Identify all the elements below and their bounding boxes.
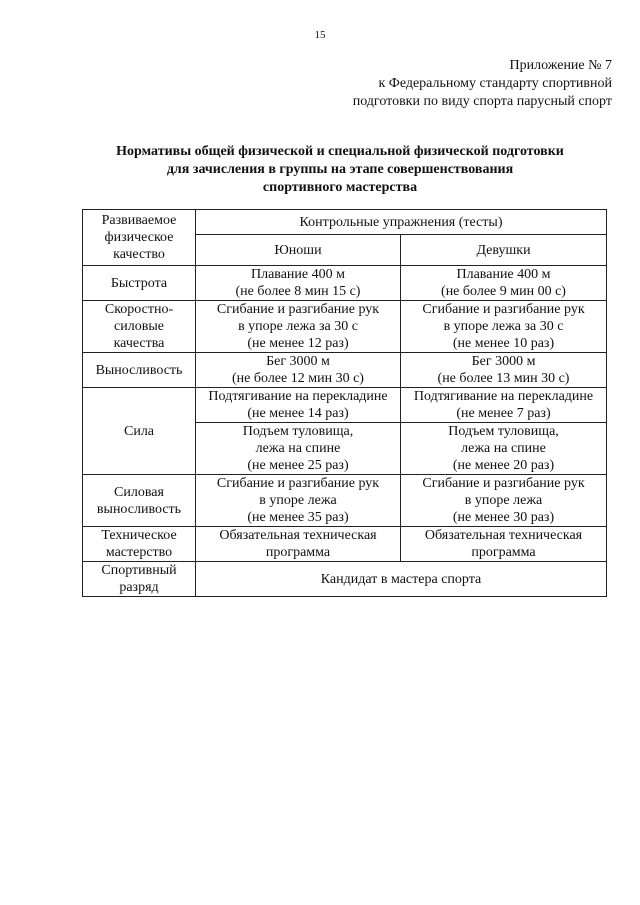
table-row [83, 353, 607, 388]
header-quality: Развиваемое физическое качество [83, 210, 196, 266]
boys-norm-cell: Обязательная техническая программа [196, 527, 401, 562]
boys-norm-cell: Подтягивание на перекладине (не менее 14 раз) [196, 388, 401, 423]
girls-norm-cell: Обязательная техническая программа [401, 527, 607, 562]
appendix-line-2: к Федеральному стандарту спортивной [378, 76, 612, 91]
girls-norm-cell: Сгибание и разгибание рук в упоре лежа (не менее 30 раз) [401, 475, 607, 527]
quality-cell: Выносливость [83, 353, 196, 388]
girls-norm-cell: Подъем туловища, лежа на спине (не менее 20 раз) [401, 423, 607, 475]
quality-cell: Быстрота [83, 266, 196, 301]
header-girls: Девушки [401, 235, 607, 266]
table-row [83, 388, 607, 423]
table-row [83, 475, 607, 527]
table-row [83, 527, 607, 562]
girls-norm-cell: Подтягивание на перекладине (не менее 7 раз) [401, 388, 607, 423]
girls-norm-cell: Плавание 400 м (не более 9 мин 00 с) [401, 266, 607, 301]
girls-norm-cell: Бег 3000 м (не более 13 мин 30 с) [401, 353, 607, 388]
title-line-1: Нормативы общей физической и специальной физической подготовки [116, 144, 564, 159]
boys-norm-cell: Бег 3000 м (не более 12 мин 30 с) [196, 353, 401, 388]
appendix-line-1: Приложение № 7 [509, 58, 612, 73]
appendix-header [282, 57, 612, 111]
quality-cell: Сила [83, 388, 196, 475]
quality-cell: Скоростно- силовые качества [83, 301, 196, 353]
boys-norm-cell: Сгибание и разгибание рук в упоре лежа (не менее 35 раз) [196, 475, 401, 527]
table-header-row [83, 210, 607, 235]
quality-cell: Спортивный разряд [83, 562, 196, 597]
quality-cell: Техническое мастерство [83, 527, 196, 562]
header-boys: Юноши [196, 235, 401, 266]
title-line-2: для зачисления в группы на этапе совершенствования [166, 162, 514, 177]
boys-norm-cell: Плавание 400 м (не более 8 мин 15 с) [196, 266, 401, 301]
table-row [83, 562, 607, 597]
page-number: 15 [314, 29, 326, 41]
document-title [60, 143, 620, 197]
title-line-3: спортивного мастерства [262, 180, 418, 195]
norms-table [82, 209, 607, 597]
both-norm-cell: Кандидат в мастера спорта [196, 562, 607, 597]
header-tests: Контрольные упражнения (тесты) [196, 210, 607, 235]
quality-cell: Силовая выносливость [83, 475, 196, 527]
boys-norm-cell: Сгибание и разгибание рук в упоре лежа за 30 с (не менее 12 раз) [196, 301, 401, 353]
table-row [83, 266, 607, 301]
girls-norm-cell: Сгибание и разгибание рук в упоре лежа за 30 с (не менее 10 раз) [401, 301, 607, 353]
appendix-line-3: подготовки по виду спорта парусный спорт [352, 94, 612, 109]
table-row [83, 301, 607, 353]
boys-norm-cell: Подъем туловища, лежа на спине (не менее 25 раз) [196, 423, 401, 475]
